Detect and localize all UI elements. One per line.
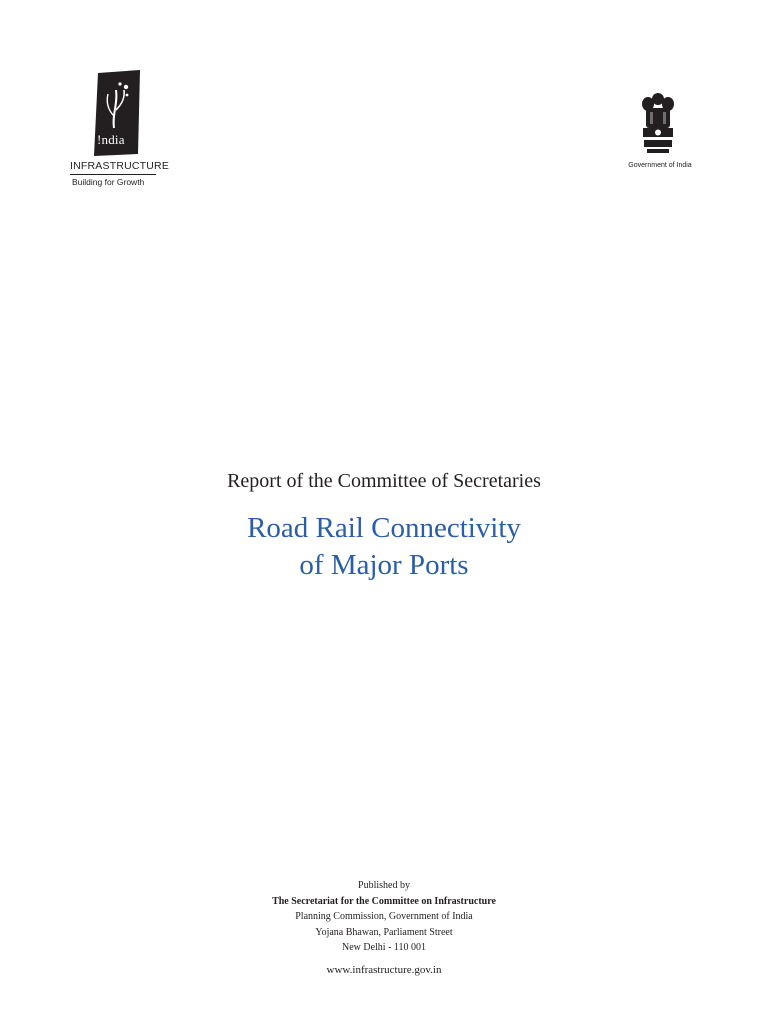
publisher-address-3: New Delhi - 110 001 [341,942,427,953]
publisher-block [0,878,768,956]
publisher-org: The Secretariat for the Committee on Infrastructure [272,895,496,907]
title-line-1: Road Rail Connectivity [247,512,521,544]
logo-tagline: Building for Growth [72,177,145,187]
national-emblem-icon [637,90,679,160]
title-line-2: of Major Ports [299,549,469,581]
publisher-address-2: Yojana Bhawan, Parliament Street [315,926,453,938]
logo-wordmark: !ndia [97,132,125,147]
logo-name: INFRASTRUCTURE [70,160,170,172]
website-url: www.infrastructure.gov.in [326,964,442,976]
government-caption: Government of India [628,162,692,169]
document-title [0,510,768,584]
publisher-address-1: Planning Commission, Government of India [295,911,473,922]
logo-divider [70,174,156,175]
report-title: Report of the Committee of Secretaries [227,470,541,492]
published-by-label: Published by [358,880,410,891]
